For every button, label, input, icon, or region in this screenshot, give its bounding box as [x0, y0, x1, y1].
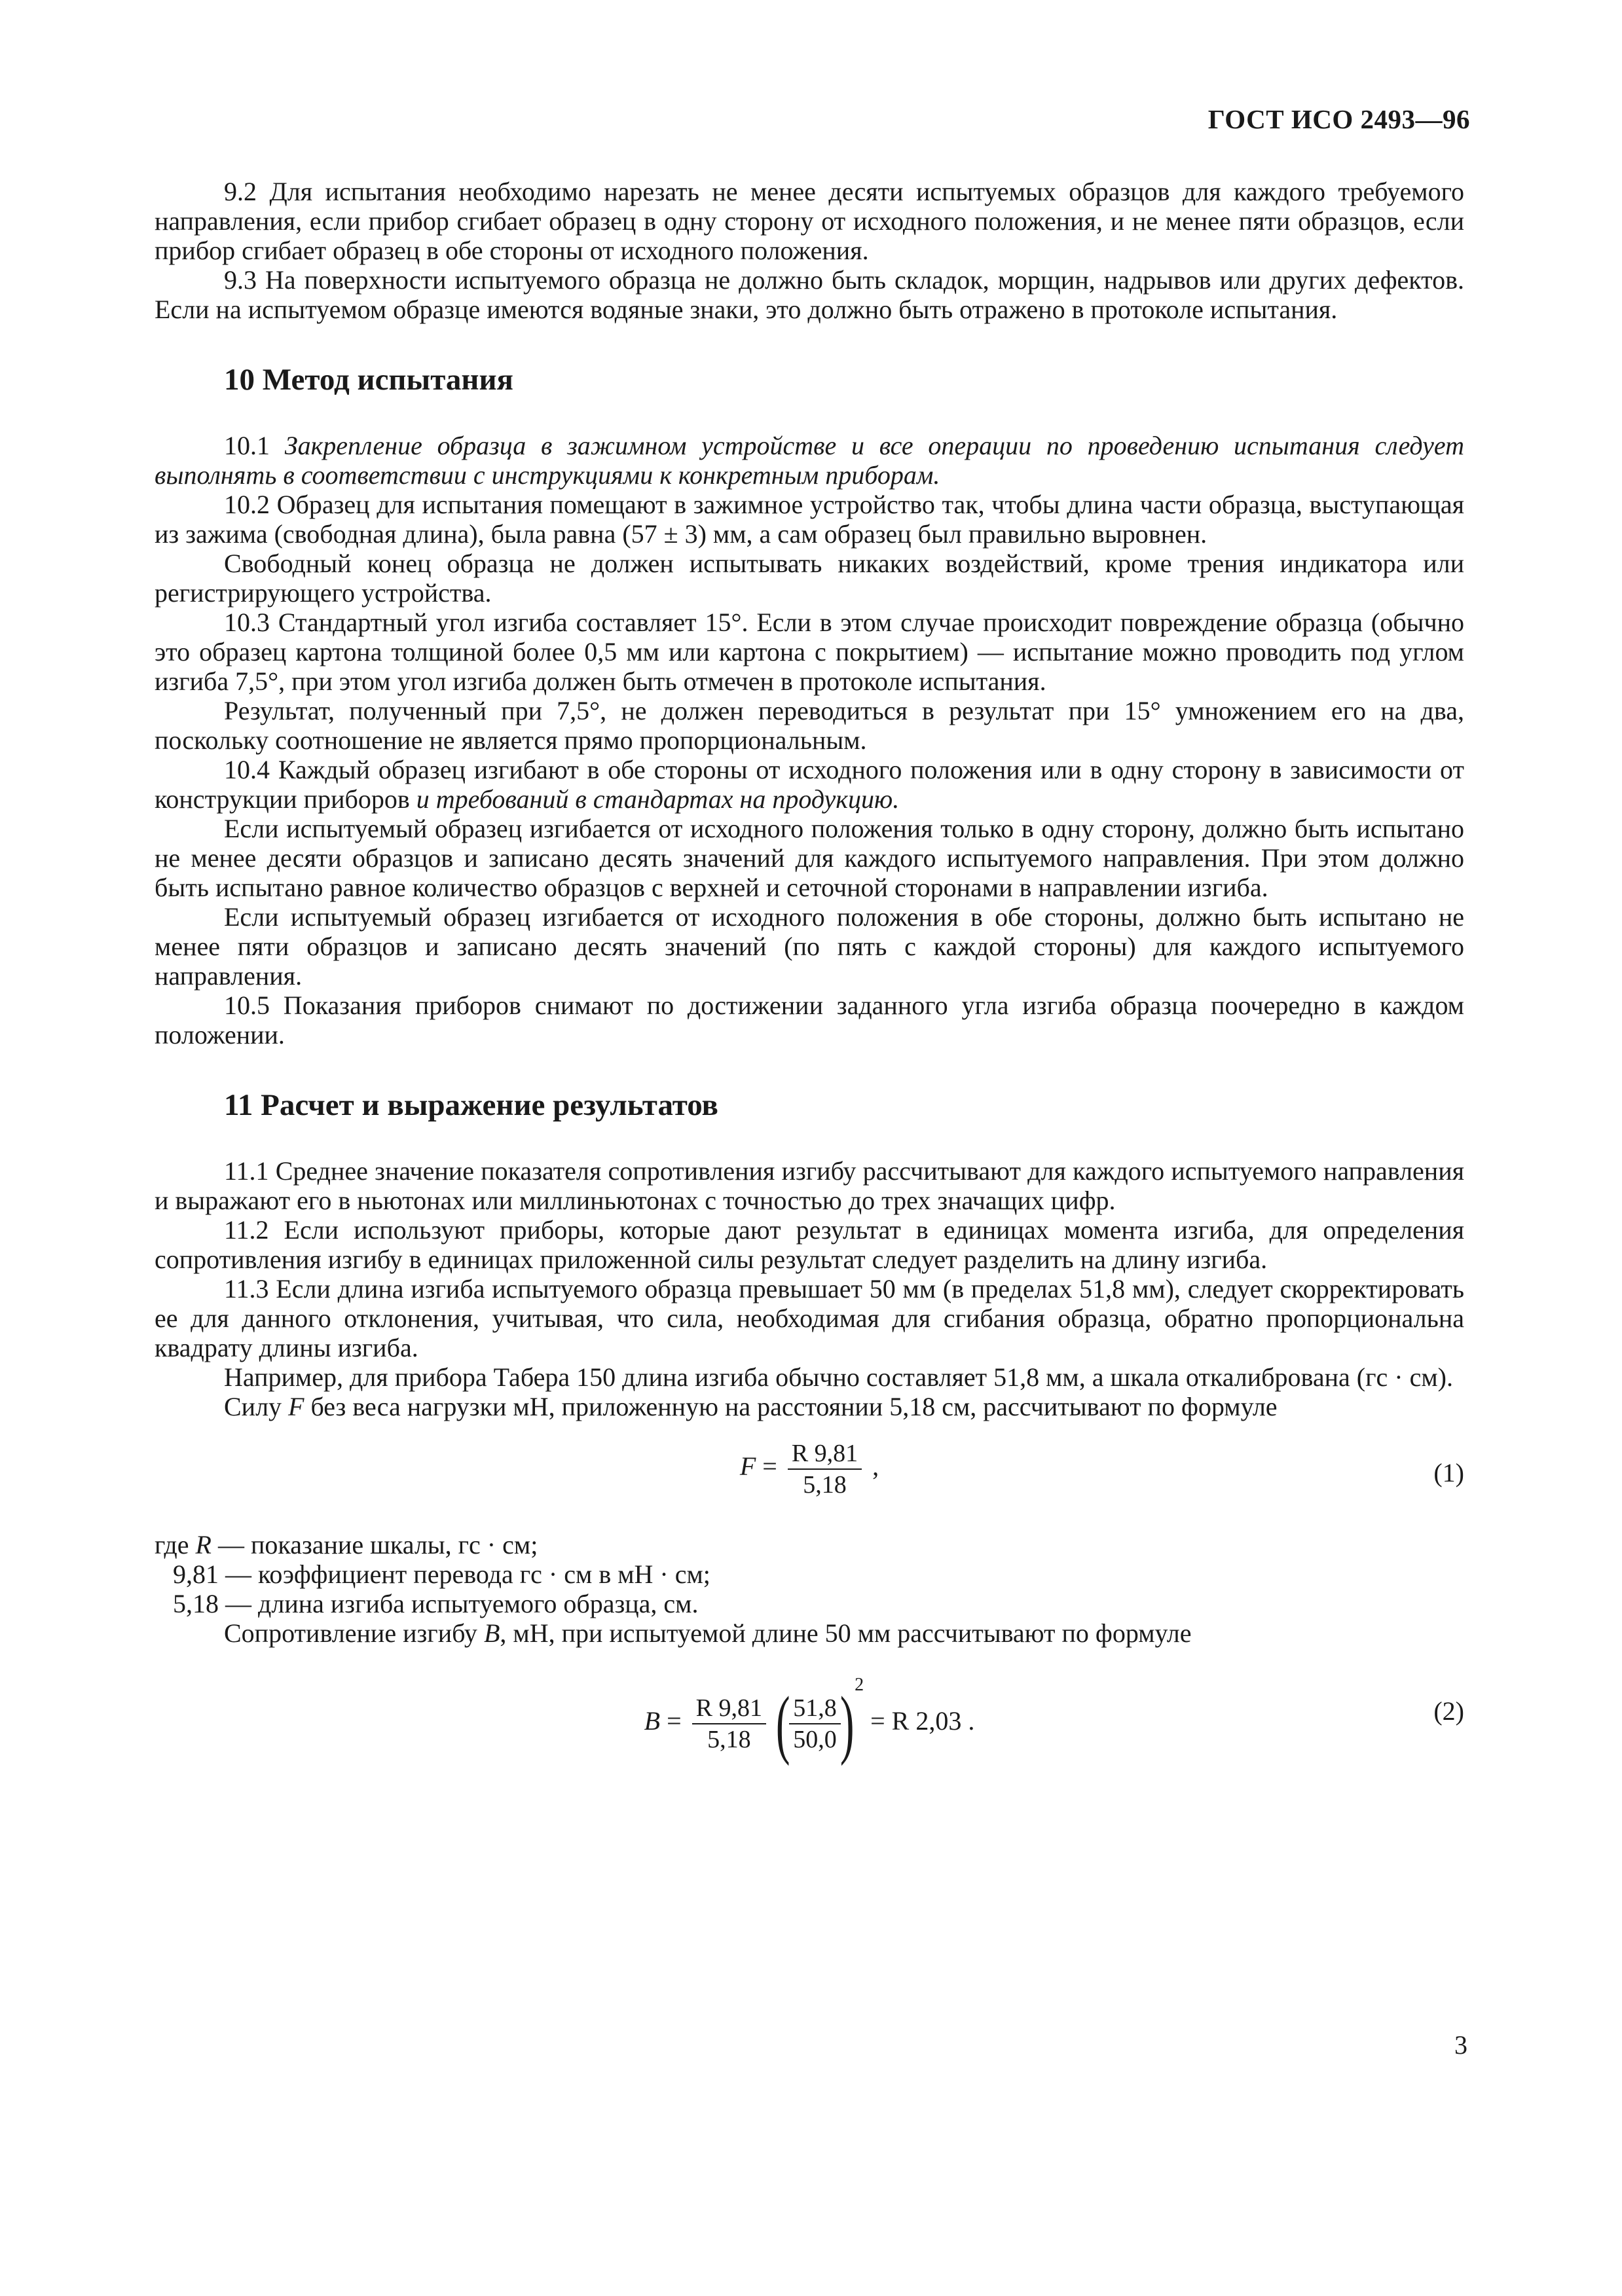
paragraph-10-5: 10.5 Показания приборов снимают по достижении заданного угла изгиба образца поочередно в каждом положении. — [155, 991, 1464, 1049]
where-line-518: 5,18 — длина изгиба испытуемого образца, см. — [173, 1589, 699, 1618]
paragraph-11-3: 11.3 Если длина изгиба испытуемого образца превышает 50 мм (в пределах 51,8 мм), следует скорректировать ее для данного отклонения, учитывая, что сила, необходимая для сгибания образца, обратно пропорциональна квадрату длины изгиба. — [155, 1274, 1464, 1362]
formula-1-expression: F = $\frac{R 9,81}{5,18}$ , — [739, 1440, 879, 1499]
paragraph-11-3c: Силу F без веса нагрузки мН, приложенную на расстоянии 5,18 см, рассчитывают по формуле — [224, 1392, 1278, 1421]
paragraph-10-3: 10.3 Стандартный угол изгиба составляет 15°. Если в этом случае происходит повреждение образца (обычно это образец картона толщиной более 0,5 мм или картона с покрытием) — испытание можно проводить под углом изгиба 7,5°, при этом угол изгиба должен быть отмечен в протоколе испытания. — [155, 608, 1464, 696]
paragraph-10-4b: Если испытуемый образец изгибается от исходного положения только в одну сторону, должно быть испытано не менее десяти образцов и записано десять значений для каждого испытуемого направления. При этом должно быть испытано равное количество образцов с верхней и сеточной сторонами в направлении изгиба. — [155, 814, 1464, 902]
page-body — [155, 177, 1464, 1775]
paragraph-11-3b: Например, для прибора Табера 150 длина изгиба обычно составляет 51,8 мм, а шкала откалибрована (гс · см). — [224, 1362, 1453, 1392]
paragraph-10-4 — [155, 755, 1464, 814]
where-line-r: где R — показание шкалы, гс · см; — [155, 1530, 538, 1559]
formula-2-ratio — [789, 1693, 841, 1755]
variable-f: F — [288, 1392, 304, 1421]
section-10-heading: 10 Метод испытания — [224, 363, 513, 397]
formula-1-number: (1) — [1433, 1458, 1464, 1487]
paragraph-10-4c: Если испытуемый образец изгибается от исходного положения в обе стороны, должно быть испытано не менее пяти образцов и записано десять значений (по пять с каждой стороны) для каждого испытуемого направления. — [155, 902, 1464, 991]
formula-1-lhs: F — [739, 1451, 756, 1482]
where-line-981: 9,81 — коэффициент перевода гс · см в мН · см; — [173, 1559, 710, 1589]
formula-2 — [155, 1670, 1464, 1775]
paragraph-11-2: 11.2 Если используют приборы, которые дают результат в единицах момента изгиба, для определения сопротивления изгибу в единицах приложенной силы результат следует разделить на длину изгиба. — [155, 1215, 1464, 1274]
paragraph-9-2: 9.2 Для испытания необходимо нарезать не менее десяти испытуемых образцов для каждого требуемого направления, если прибор сгибает образец в одну сторону от исходного положения, и не менее пяти образцов, если прибор сгибает образец в обе стороны от исходного положения. — [155, 177, 1464, 265]
paragraph-9-3: 9.3 На поверхности испытуемого образца не должно быть складок, морщин, надрывов или других дефектов. Если на испытуемом образце имеются водяные знаки, это должно быть отражено в протоколе испытания. — [155, 265, 1464, 324]
variable-r: R — [195, 1530, 212, 1559]
left-paren: ( — [775, 1680, 790, 1766]
paragraph-resistance: Сопротивление изгибу B, мН, при испытуемой длине 50 мм рассчитывают по формуле — [224, 1618, 1192, 1648]
paragraph-10-1-number: 10.1 — [224, 431, 270, 460]
paragraph-10-4-italic: и требований в стандартах на продукцию. — [416, 784, 900, 814]
paragraph-10-2b: Свободный конец образца не должен испытывать никаких воздействий, кроме трения индикатора или регистрирующего устройства. — [155, 549, 1464, 608]
paragraph-10-1-italic: Закрепление образца в зажимном устройстве и все операции по проведению испытания следует выполнять в соответствии с инструкциями к конкретным приборам. — [155, 431, 1464, 490]
formula-2-denominator: 5,18 — [707, 1725, 751, 1753]
formula-2-numerator: R 9,81 — [692, 1693, 766, 1724]
paragraph-11-1: 11.1 Среднее значение показателя сопротивления изгибу рассчитывают для каждого испытуемого направления и выражают его в ньютонах или миллиньютонах с точностью до трех значащих цифр. — [155, 1156, 1464, 1215]
formula-1 — [155, 1438, 1464, 1530]
formula-1-numerator: R 9,81 — [788, 1438, 862, 1470]
paragraph-10-1 — [155, 431, 1464, 490]
formula-2-power: 2 — [855, 1675, 864, 1695]
formula-2-ratio-denominator: 50,0 — [793, 1725, 837, 1753]
right-paren: ) — [839, 1680, 855, 1766]
formula-2-ratio-numerator: 51,8 — [789, 1693, 841, 1724]
paragraph-10-2: 10.2 Образец для испытания помещают в зажимное устройство так, чтобы длина части образца, выступающая из зажима (свободная длина), была равна (57 ± 3) мм, а сам образец был правильно выровнен. — [155, 490, 1464, 549]
document-code-header: ГОСТ ИСО 2493—96 — [1207, 104, 1470, 134]
variable-b: B — [483, 1618, 500, 1648]
paragraph-10-4-plain: 10.4 Каждый образец изгибают в обе стороны от исходного положения или в одну сторону в зависимости от конструкции приборов — [155, 755, 1464, 814]
formula-2-result: = R 2,03 . — [864, 1706, 975, 1736]
formula-1-denominator: 5,18 — [803, 1471, 847, 1499]
formula-2-expression: B = $\frac{R 9,81}{5,18}$ ( $\frac{51,8}{50,0}$ )$^2$ = R 2,03 . — [644, 1675, 975, 1766]
where-legend — [155, 1530, 1464, 1618]
paragraph-10-3b: Результат, полученный при 7,5°, не должен переводиться в результат при 15° умножением его на два, поскольку соотношение не является прямо пропорциональным. — [155, 696, 1464, 755]
formula-2-fraction — [692, 1693, 766, 1755]
formula-1-fraction — [788, 1438, 862, 1500]
section-11-heading: 11 Расчет и выражение результатов — [224, 1088, 718, 1122]
formula-2-number: (2) — [1433, 1696, 1464, 1726]
formula-2-lhs: B — [644, 1706, 661, 1736]
page-number: 3 — [1454, 2030, 1467, 2060]
